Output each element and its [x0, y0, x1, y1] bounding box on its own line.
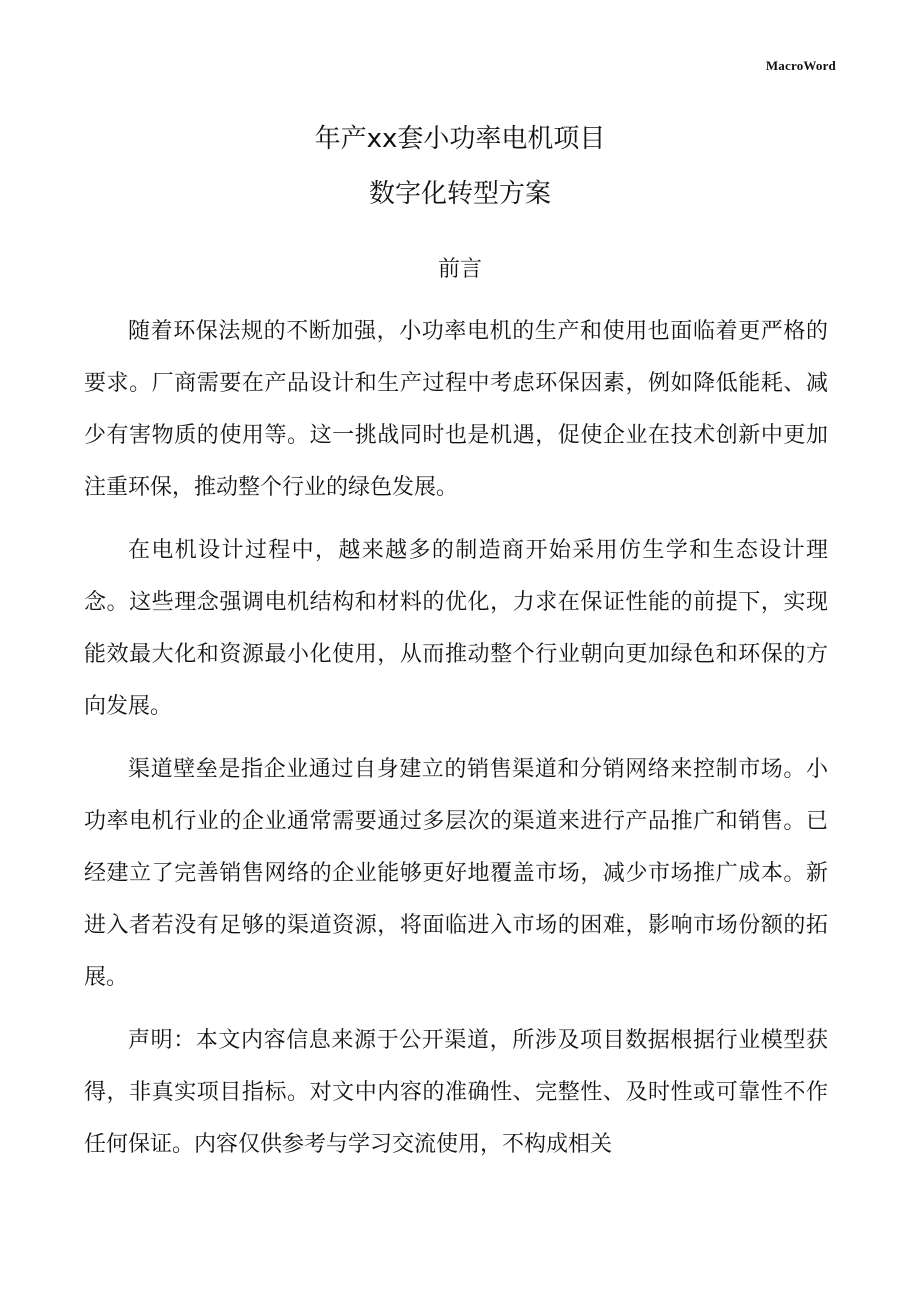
section-heading-preface: 前言 — [437, 257, 482, 282]
paragraph-environmental-regulations: 随着环保法规的不断加强，小功率电机的生产和使用也面临着更严格的要求。厂商需要在产品设计和生产过程中考虑环保因素，例如降低能耗、减少有害物质的使用等。这一挑战同时也是机遇，促使企业在技术创新中更加注重环保，推动整个行业的绿色发展。 — [84, 319, 828, 500]
paragraph-disclaimer: 声明：本文内容信息来源于公开渠道，所涉及项目数据根据行业模型获得，非真实项目指标。对文中内容的准确性、完整性、及时性或可靠性不作任何保证。内容仅供参考与学习交流使用，不构成相关 — [84, 1028, 828, 1157]
title-line-1: 年产xx套小功率电机项目 — [314, 124, 606, 154]
document-title — [0, 116, 920, 223]
header-brand: MacroWord — [765, 58, 836, 73]
paragraph-channel-barriers: 渠道壁垒是指企业通过自身建立的销售渠道和分销网络来控制市场。小功率电机行业的企业通常需要通过多层次的渠道来进行产品推广和销售。已经建立了完善销售网络的企业能够更好地覆盖市场，减少市场推广成本。新进入者若没有足够的渠道资源，将面临进入市场的困难，影响市场份额的拓展。 — [84, 757, 828, 990]
title-line-2: 数字化转型方案 — [368, 179, 551, 209]
document-body — [84, 306, 828, 1171]
paragraph-motor-design: 在电机设计过程中，越来越多的制造商开始采用仿生学和生态设计理念。这些理念强调电机结构和材料的优化，力求在保证性能的前提下，实现能效最大化和资源最小化使用，从而推动整个行业朝向更加绿色和环保的方向发展。 — [84, 538, 828, 719]
